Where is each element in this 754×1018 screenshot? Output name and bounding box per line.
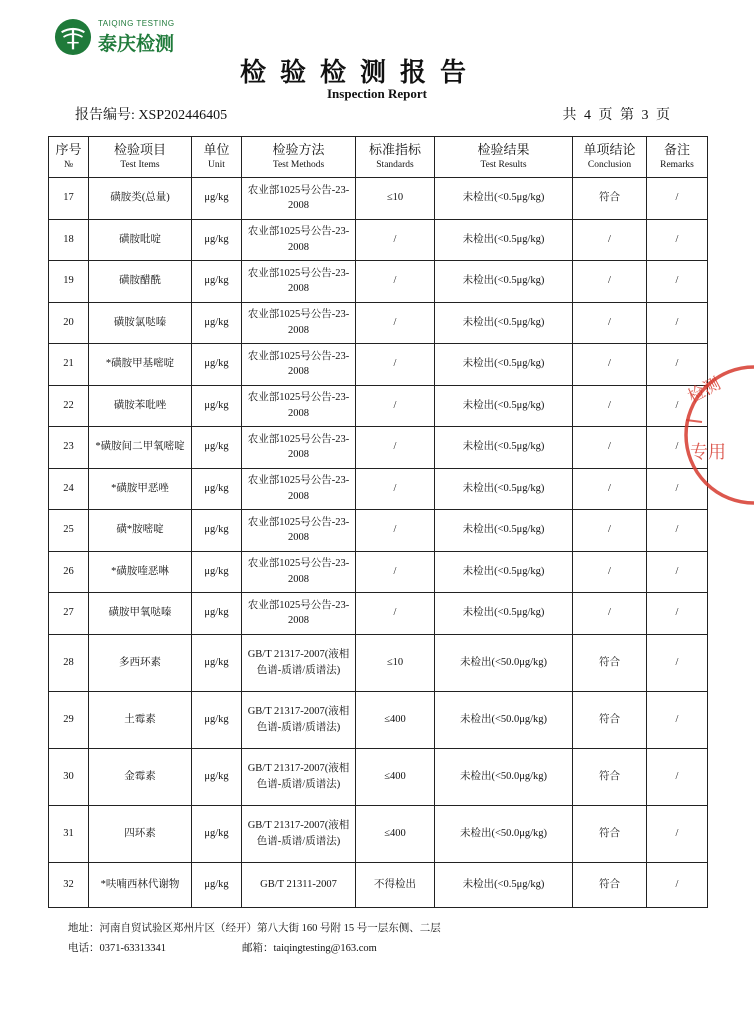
cell-unit: μg/kg: [192, 219, 242, 261]
cell-conclusion: /: [573, 344, 647, 386]
cell-no: 22: [49, 385, 89, 427]
cell-standard: ≤400: [356, 748, 435, 805]
column-header-en: Test Results: [480, 159, 527, 170]
cell-conclusion: 符合: [573, 862, 647, 907]
cell-remarks: /: [647, 862, 708, 907]
column-header: [647, 137, 708, 178]
cell-remarks: /: [647, 551, 708, 593]
cell-conclusion: 符合: [573, 691, 647, 748]
cell-unit: μg/kg: [192, 261, 242, 303]
cell-item: 磺胺甲氧哒嗪: [89, 593, 192, 635]
table-row: [49, 261, 708, 303]
cell-unit: μg/kg: [192, 593, 242, 635]
column-header-cn: 单位: [203, 141, 230, 157]
column-header: [242, 137, 356, 178]
page-indicator: 共 4 页 第 3 页: [562, 108, 670, 123]
logo-chinese-text: 泰庆检测: [98, 32, 175, 55]
column-header-cn: 备注: [663, 141, 690, 157]
results-table: [48, 136, 708, 908]
cell-conclusion: 符合: [573, 178, 647, 220]
table-row: [49, 468, 708, 510]
cell-remarks: /: [647, 510, 708, 552]
table-row: [49, 691, 708, 748]
cell-method: GB/T 21317-2007(液相色谱-质谱/质谱法): [242, 805, 356, 862]
cell-result: 未检出(<0.5μg/kg): [435, 468, 573, 510]
cell-no: 24: [49, 468, 89, 510]
company-logo: [54, 18, 175, 56]
cell-remarks: /: [647, 385, 708, 427]
taiqing-logo-icon: [54, 18, 92, 56]
report-number: 报告编号: XSP202446405: [75, 108, 228, 123]
cell-standard: 不得检出: [356, 862, 435, 907]
cell-method: 农业部1025号公告-23-2008: [242, 219, 356, 261]
column-header-cn: 单项结论: [583, 141, 636, 157]
cell-method: 农业部1025号公告-23-2008: [242, 302, 356, 344]
cell-remarks: /: [647, 468, 708, 510]
cell-result: 未检出(<0.5μg/kg): [435, 344, 573, 386]
column-header-en: Remarks: [660, 159, 694, 170]
column-header: [192, 137, 242, 178]
column-header-cn: 检验方法: [272, 141, 325, 157]
cell-result: 未检出(<0.5μg/kg): [435, 385, 573, 427]
cell-result: 未检出(<50.0μg/kg): [435, 634, 573, 691]
cell-standard: /: [356, 261, 435, 303]
cell-remarks: /: [647, 261, 708, 303]
cell-no: 19: [49, 261, 89, 303]
report-title-english: Inspection Report: [326, 86, 428, 101]
cell-unit: μg/kg: [192, 510, 242, 552]
column-header: [435, 137, 573, 178]
svg-text:专用: 专用: [690, 442, 726, 463]
cell-standard: /: [356, 344, 435, 386]
cell-no: 30: [49, 748, 89, 805]
table-row: [49, 178, 708, 220]
cell-conclusion: /: [573, 385, 647, 427]
cell-no: 26: [49, 551, 89, 593]
cell-remarks: /: [647, 634, 708, 691]
cell-standard: ≤400: [356, 691, 435, 748]
cell-remarks: /: [647, 691, 708, 748]
cell-method: 农业部1025号公告-23-2008: [242, 551, 356, 593]
table-body: [49, 178, 708, 908]
column-header-en: Unit: [208, 159, 225, 170]
table-row: [49, 862, 708, 907]
table-header-row: [49, 137, 708, 178]
cell-unit: μg/kg: [192, 385, 242, 427]
cell-no: 23: [49, 427, 89, 469]
cell-unit: μg/kg: [192, 805, 242, 862]
cell-remarks: /: [647, 748, 708, 805]
cell-standard: /: [356, 302, 435, 344]
cell-method: GB/T 21311-2007: [242, 862, 356, 907]
cell-no: 17: [49, 178, 89, 220]
table-row: [49, 593, 708, 635]
column-header-cn: 检验结果: [477, 141, 530, 157]
cell-conclusion: /: [573, 302, 647, 344]
cell-result: 未检出(<0.5μg/kg): [435, 427, 573, 469]
cell-unit: μg/kg: [192, 691, 242, 748]
cell-unit: μg/kg: [192, 634, 242, 691]
cell-result: 未检出(<0.5μg/kg): [435, 261, 573, 303]
table-row: [49, 344, 708, 386]
column-header: [356, 137, 435, 178]
column-header-en: Test Items: [120, 159, 160, 170]
cell-conclusion: /: [573, 468, 647, 510]
table-row: [49, 805, 708, 862]
cell-no: 21: [49, 344, 89, 386]
cell-result: 未检出(<0.5μg/kg): [435, 593, 573, 635]
cell-method: 农业部1025号公告-23-2008: [242, 261, 356, 303]
cell-item: *磺胺甲基嘧啶: [89, 344, 192, 386]
cell-no: 25: [49, 510, 89, 552]
cell-result: 未检出(<50.0μg/kg): [435, 805, 573, 862]
column-header-en: Standards: [376, 159, 414, 170]
cell-item: 磺胺醋酰: [89, 261, 192, 303]
cell-item: 磺*胺嘧啶: [89, 510, 192, 552]
cell-method: 农业部1025号公告-23-2008: [242, 344, 356, 386]
column-header-cn: 检验项目: [113, 141, 166, 157]
cell-item: *磺胺喹恶啉: [89, 551, 192, 593]
cell-conclusion: /: [573, 261, 647, 303]
cell-result: 未检出(<0.5μg/kg): [435, 302, 573, 344]
svg-text:检测: 检测: [684, 373, 725, 408]
cell-unit: μg/kg: [192, 862, 242, 907]
cell-method: 农业部1025号公告-23-2008: [242, 178, 356, 220]
cell-conclusion: /: [573, 593, 647, 635]
footer-address: 地址：河南自贸试验区郑州片区（经开）第八大街 160 号附 15 号一层东侧、二层: [68, 923, 441, 934]
table-row: [49, 634, 708, 691]
column-header-en: №: [63, 159, 74, 170]
table-row: [49, 551, 708, 593]
cell-conclusion: /: [573, 510, 647, 552]
cell-conclusion: /: [573, 551, 647, 593]
cell-conclusion: /: [573, 219, 647, 261]
cell-method: 农业部1025号公告-23-2008: [242, 385, 356, 427]
cell-result: 未检出(<0.5μg/kg): [435, 551, 573, 593]
cell-item: 金霉素: [89, 748, 192, 805]
column-header-en: Conclusion: [587, 159, 632, 170]
table-row: [49, 427, 708, 469]
cell-remarks: /: [647, 219, 708, 261]
cell-item: 多西环素: [89, 634, 192, 691]
cell-no: 31: [49, 805, 89, 862]
cell-result: 未检出(<0.5μg/kg): [435, 219, 573, 261]
cell-standard: /: [356, 551, 435, 593]
cell-remarks: /: [647, 302, 708, 344]
footer-email: 邮箱：taiqingtesting@163.com: [242, 943, 377, 954]
column-header: [573, 137, 647, 178]
table-row: [49, 385, 708, 427]
column-header-cn: 序号: [55, 141, 82, 157]
cell-result: 未检出(<0.5μg/kg): [435, 862, 573, 907]
cell-method: 农业部1025号公告-23-2008: [242, 510, 356, 552]
cell-method: GB/T 21317-2007(液相色谱-质谱/质谱法): [242, 691, 356, 748]
cell-no: 27: [49, 593, 89, 635]
cell-unit: μg/kg: [192, 344, 242, 386]
cell-item: 磺胺类(总量): [89, 178, 192, 220]
cell-item: 磺胺吡啶: [89, 219, 192, 261]
cell-standard: /: [356, 468, 435, 510]
footer-phone: 电话：0371-63313341: [68, 943, 166, 954]
cell-result: 未检出(<50.0μg/kg): [435, 691, 573, 748]
table-row: [49, 748, 708, 805]
column-header-en: Test Methods: [272, 159, 325, 170]
cell-unit: μg/kg: [192, 302, 242, 344]
logo-english-text: TAIQING TESTING: [98, 18, 175, 28]
table-row: [49, 302, 708, 344]
cell-remarks: /: [647, 427, 708, 469]
cell-remarks: /: [647, 178, 708, 220]
cell-item: 土霉素: [89, 691, 192, 748]
cell-remarks: /: [647, 805, 708, 862]
column-header-cn: 标准指标: [368, 141, 421, 157]
cell-item: *磺胺间二甲氧嘧啶: [89, 427, 192, 469]
cell-method: 农业部1025号公告-23-2008: [242, 593, 356, 635]
cell-standard: ≤400: [356, 805, 435, 862]
cell-no: 28: [49, 634, 89, 691]
cell-remarks: /: [647, 593, 708, 635]
cell-method: 农业部1025号公告-23-2008: [242, 468, 356, 510]
cell-standard: /: [356, 385, 435, 427]
column-header: [49, 137, 89, 178]
cell-result: 未检出(<0.5μg/kg): [435, 510, 573, 552]
cell-unit: μg/kg: [192, 468, 242, 510]
table-row: [49, 510, 708, 552]
cell-conclusion: 符合: [573, 634, 647, 691]
cell-item: *磺胺甲恶唑: [89, 468, 192, 510]
cell-standard: /: [356, 510, 435, 552]
cell-no: 18: [49, 219, 89, 261]
table-row: [49, 219, 708, 261]
cell-item: 磺胺苯吡唑: [89, 385, 192, 427]
cell-conclusion: 符合: [573, 805, 647, 862]
cell-standard: ≤10: [356, 178, 435, 220]
report-title: 检验检测报告: [239, 58, 480, 88]
cell-unit: μg/kg: [192, 748, 242, 805]
cell-result: 未检出(<0.5μg/kg): [435, 178, 573, 220]
cell-conclusion: /: [573, 427, 647, 469]
cell-method: GB/T 21317-2007(液相色谱-质谱/质谱法): [242, 634, 356, 691]
cell-item: 四环素: [89, 805, 192, 862]
cell-standard: /: [356, 593, 435, 635]
column-header: [89, 137, 192, 178]
cell-standard: ≤10: [356, 634, 435, 691]
cell-item: 磺胺氯哒嗪: [89, 302, 192, 344]
cell-method: 农业部1025号公告-23-2008: [242, 427, 356, 469]
cell-standard: /: [356, 427, 435, 469]
cell-unit: μg/kg: [192, 551, 242, 593]
cell-no: 32: [49, 862, 89, 907]
cell-unit: μg/kg: [192, 178, 242, 220]
cell-result: 未检出(<50.0μg/kg): [435, 748, 573, 805]
cell-item: *呋喃西林代谢物: [89, 862, 192, 907]
cell-remarks: /: [647, 344, 708, 386]
cell-no: 29: [49, 691, 89, 748]
cell-conclusion: 符合: [573, 748, 647, 805]
cell-no: 20: [49, 302, 89, 344]
cell-unit: μg/kg: [192, 427, 242, 469]
cell-method: GB/T 21317-2007(液相色谱-质谱/质谱法): [242, 748, 356, 805]
cell-standard: /: [356, 219, 435, 261]
